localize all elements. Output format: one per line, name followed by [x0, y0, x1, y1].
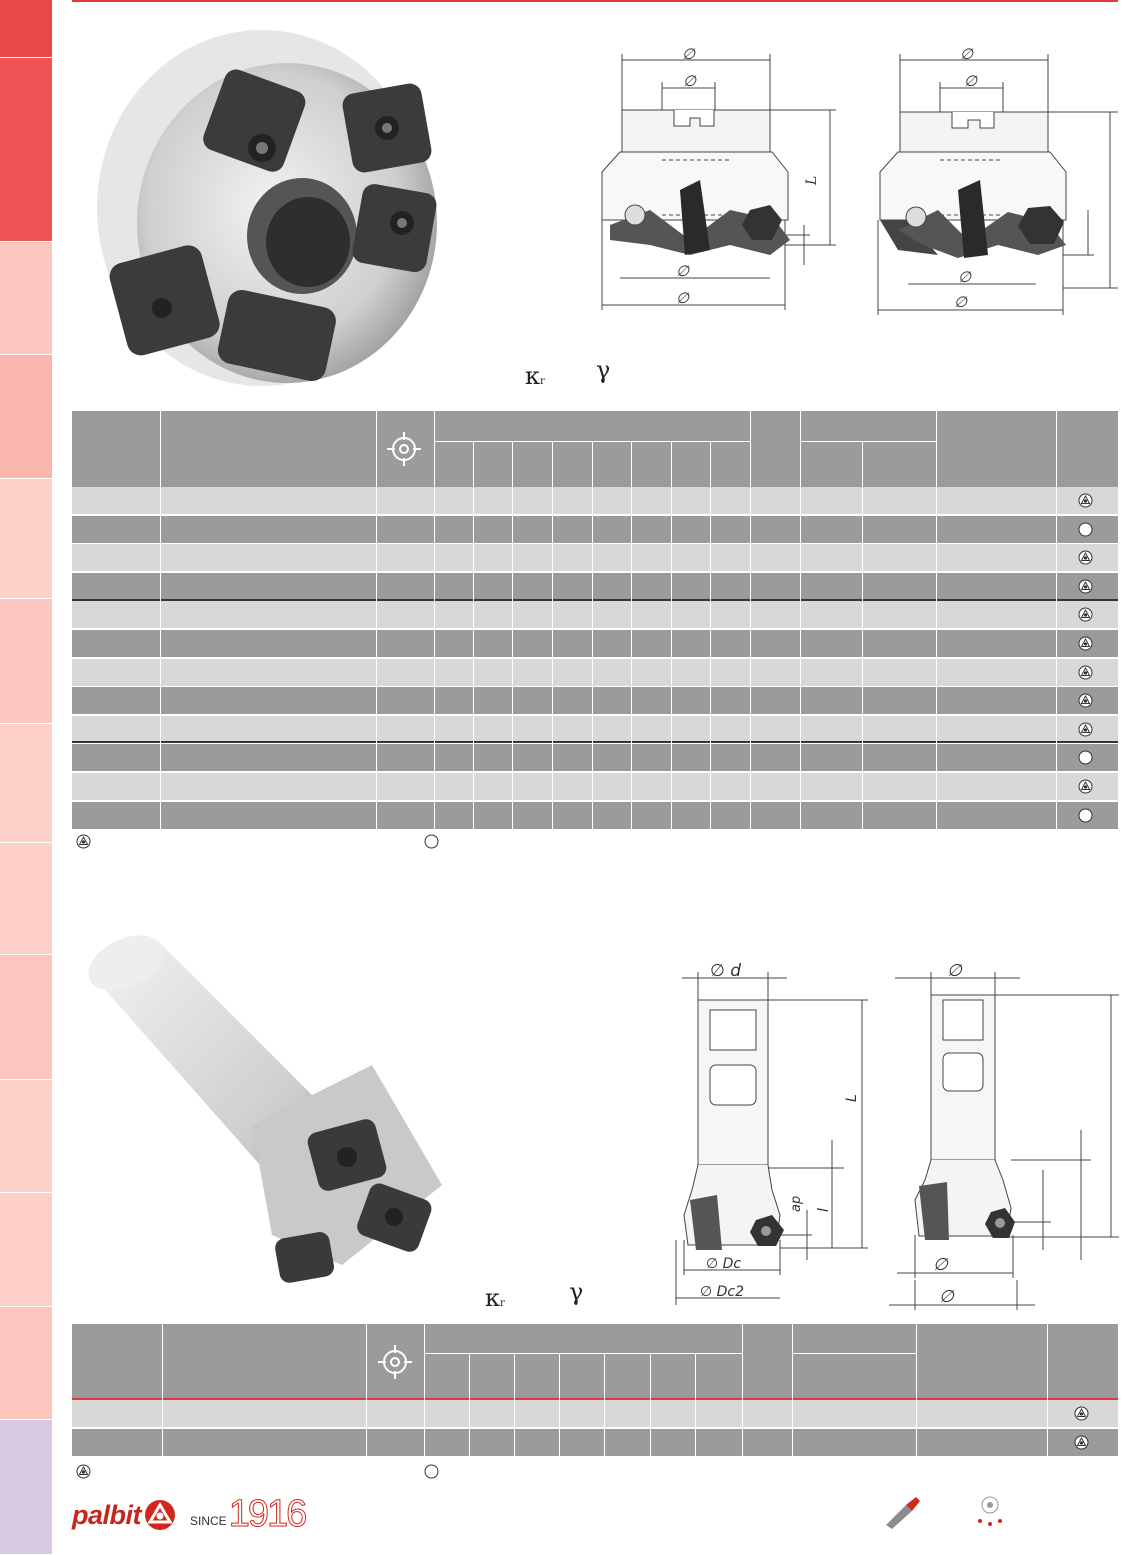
since-year: 1916: [228, 1493, 306, 1535]
dim-outer-diameter-label-2: ∅: [960, 45, 974, 63]
availability-stock-icon: [1078, 579, 1093, 594]
table1-row: [72, 601, 1118, 629]
dim-max-diameter-label-3: ∅: [939, 1287, 954, 1307]
table1-row: [72, 716, 1118, 744]
side-tab-3[interactable]: [0, 242, 52, 355]
availability-order-icon: [1078, 750, 1093, 765]
table2-row: [72, 1429, 1118, 1457]
availability-order-icon: [1078, 808, 1093, 823]
end-mill-photo: [72, 935, 452, 1305]
table1-group-separator-1: [72, 599, 1118, 601]
table1-row: [72, 659, 1118, 687]
dim-cut-diameter-label: ∅: [676, 262, 690, 280]
availability-stock-icon: [1078, 493, 1093, 508]
palbit-logo: [72, 1498, 176, 1532]
target-icon-2: [377, 1344, 413, 1380]
side-tab-12[interactable]: [0, 1307, 52, 1420]
end-mill-drawing-left: [672, 950, 872, 1320]
end-mill-table: [72, 1324, 1118, 1458]
side-tab-10[interactable]: [0, 1080, 52, 1193]
availability-stock-icon: [1074, 1406, 1089, 1421]
dim-length-label: L: [804, 175, 820, 185]
availability-stock-icon: [1078, 722, 1093, 737]
table1-group-separator-2: [72, 741, 1118, 743]
face-mill-drawing-left: [590, 40, 850, 320]
table2-header: [72, 1324, 1118, 1400]
target-icon: [386, 431, 422, 467]
table1-row: [72, 773, 1118, 801]
dim-dc2-label: ∅ Dc2: [700, 1284, 745, 1300]
face-mill-table: [72, 411, 1118, 829]
dim-cut-diameter-label-3: ∅: [933, 1255, 948, 1275]
availability-order-icon: [1078, 522, 1093, 537]
availability-order-icon: [424, 834, 439, 849]
dim-ap-label: ap: [789, 1195, 804, 1212]
availability-stock-icon: [1078, 665, 1093, 680]
top-rule: [72, 0, 1118, 2]
dim-max-diameter-label: ∅: [676, 289, 690, 307]
availability-stock-icon: [1078, 779, 1093, 794]
dim-dc-label: ∅ Dc: [706, 1256, 742, 1272]
table2-row: [72, 1400, 1118, 1428]
dim-d-label: ∅ d: [710, 961, 742, 981]
dim-L-label: L: [844, 1094, 860, 1102]
coolant-icon: [972, 1495, 1008, 1529]
table1-row: [72, 516, 1118, 544]
face-mill-drawing-right: [868, 40, 1123, 320]
side-tab-13[interactable]: [0, 1420, 52, 1555]
availability-stock-icon: [76, 834, 91, 849]
availability-stock-icon: [1074, 1435, 1089, 1450]
availability-stock-icon: [1078, 636, 1093, 651]
brand-name: palbit: [72, 1499, 141, 1530]
since-badge: [190, 1493, 306, 1535]
table1-row: [72, 802, 1118, 830]
table1-row: [72, 744, 1118, 772]
dim-max-diameter-label-2: ∅: [954, 293, 968, 311]
availability-stock-icon: [1078, 550, 1093, 565]
dim-bore-diameter-label: ∅: [683, 72, 697, 90]
availability-order-icon-2: [424, 1464, 439, 1479]
since-label: SINCE: [190, 1514, 227, 1528]
side-tab-2[interactable]: [0, 58, 52, 242]
face-mill-photo: [72, 8, 452, 393]
side-tab-5[interactable]: [0, 479, 52, 599]
availability-stock-icon-2: [76, 1464, 91, 1479]
side-tab-8[interactable]: [0, 843, 52, 955]
table1-row: [72, 687, 1118, 715]
end-mill-drawing-right: [885, 950, 1123, 1320]
availability-stock-icon: [1078, 607, 1093, 622]
rake-angle-symbol: γ: [596, 356, 611, 384]
side-tab-11[interactable]: [0, 1193, 52, 1307]
availability-stock-icon: [1078, 693, 1093, 708]
approach-angle-symbol: κr: [525, 362, 545, 390]
side-tab-6[interactable]: [0, 599, 52, 724]
side-tab-1[interactable]: [0, 0, 52, 58]
dim-outer-diameter-label: ∅: [682, 45, 696, 63]
side-tab-7[interactable]: [0, 724, 52, 843]
rake-angle-symbol-2: γ: [569, 1278, 584, 1306]
table1-row: [72, 573, 1118, 601]
dim-cut-diameter-label-2: ∅: [958, 268, 972, 286]
tool-icon: [880, 1495, 922, 1529]
side-tab-9[interactable]: [0, 955, 52, 1080]
dim-bore-diameter-label-2: ∅: [964, 72, 978, 90]
approach-angle-symbol-2: κr: [485, 1284, 505, 1312]
side-tab-4[interactable]: [0, 355, 52, 479]
table1-row: [72, 630, 1118, 658]
table1-header: [72, 411, 1118, 487]
table1-row: [72, 487, 1118, 515]
dim-l-label: l: [816, 1208, 832, 1212]
dim-shank-diameter-label: ∅: [947, 961, 962, 981]
palbit-emblem-icon: [144, 1499, 176, 1531]
table1-row: [72, 544, 1118, 572]
